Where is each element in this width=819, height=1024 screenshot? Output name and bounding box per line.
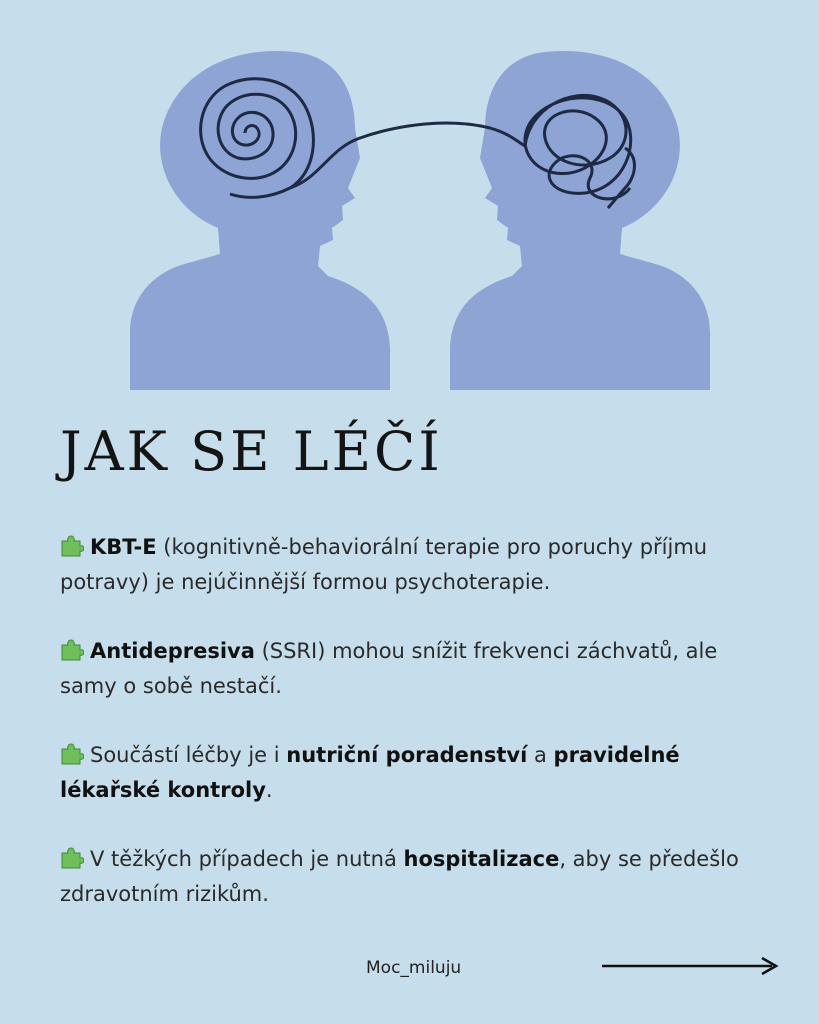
treatment-point: [60, 634, 760, 704]
treatment-point: [60, 738, 760, 808]
puzzle-icon: [60, 845, 84, 867]
arrow-right-icon[interactable]: [600, 954, 780, 978]
right-head-silhouette: [450, 51, 710, 390]
treatment-points: [60, 530, 760, 946]
point-text: V těžkých případech je nutná: [90, 847, 404, 871]
point-text: Součástí léčby je i: [90, 743, 287, 767]
treatment-point: [60, 842, 760, 912]
left-head-silhouette: [130, 51, 390, 390]
puzzle-icon: [60, 741, 84, 763]
account-handle: Moc_miluju: [366, 958, 462, 978]
two-heads-illustration: [130, 48, 710, 390]
treatment-point: [60, 530, 760, 600]
puzzle-icon: [60, 637, 84, 659]
point-text: (kognitivně-behaviorální terapie pro poruchy příjmu potravy) je nejúčinnější formou psychoterapie.: [60, 535, 708, 594]
point-emphasis: Antidepresiva: [90, 639, 255, 663]
point-emphasis: nutriční poradenství: [286, 743, 528, 767]
point-text: a: [527, 743, 554, 767]
point-text: .: [265, 778, 273, 802]
point-emphasis: KBT-E: [90, 535, 157, 559]
point-text: , aby se předešlo zdravotním rizikům.: [60, 847, 739, 906]
page-title: JAK SE LÉČÍ: [60, 420, 443, 483]
puzzle-icon: [60, 533, 84, 555]
point-emphasis: hospitalizace: [403, 847, 560, 871]
point-emphasis: pravidelné lékařské kontroly: [60, 743, 680, 802]
point-text: (SSRI) mohou snížit frekvenci záchvatů, ale samy o sobě nestačí.: [60, 639, 718, 698]
